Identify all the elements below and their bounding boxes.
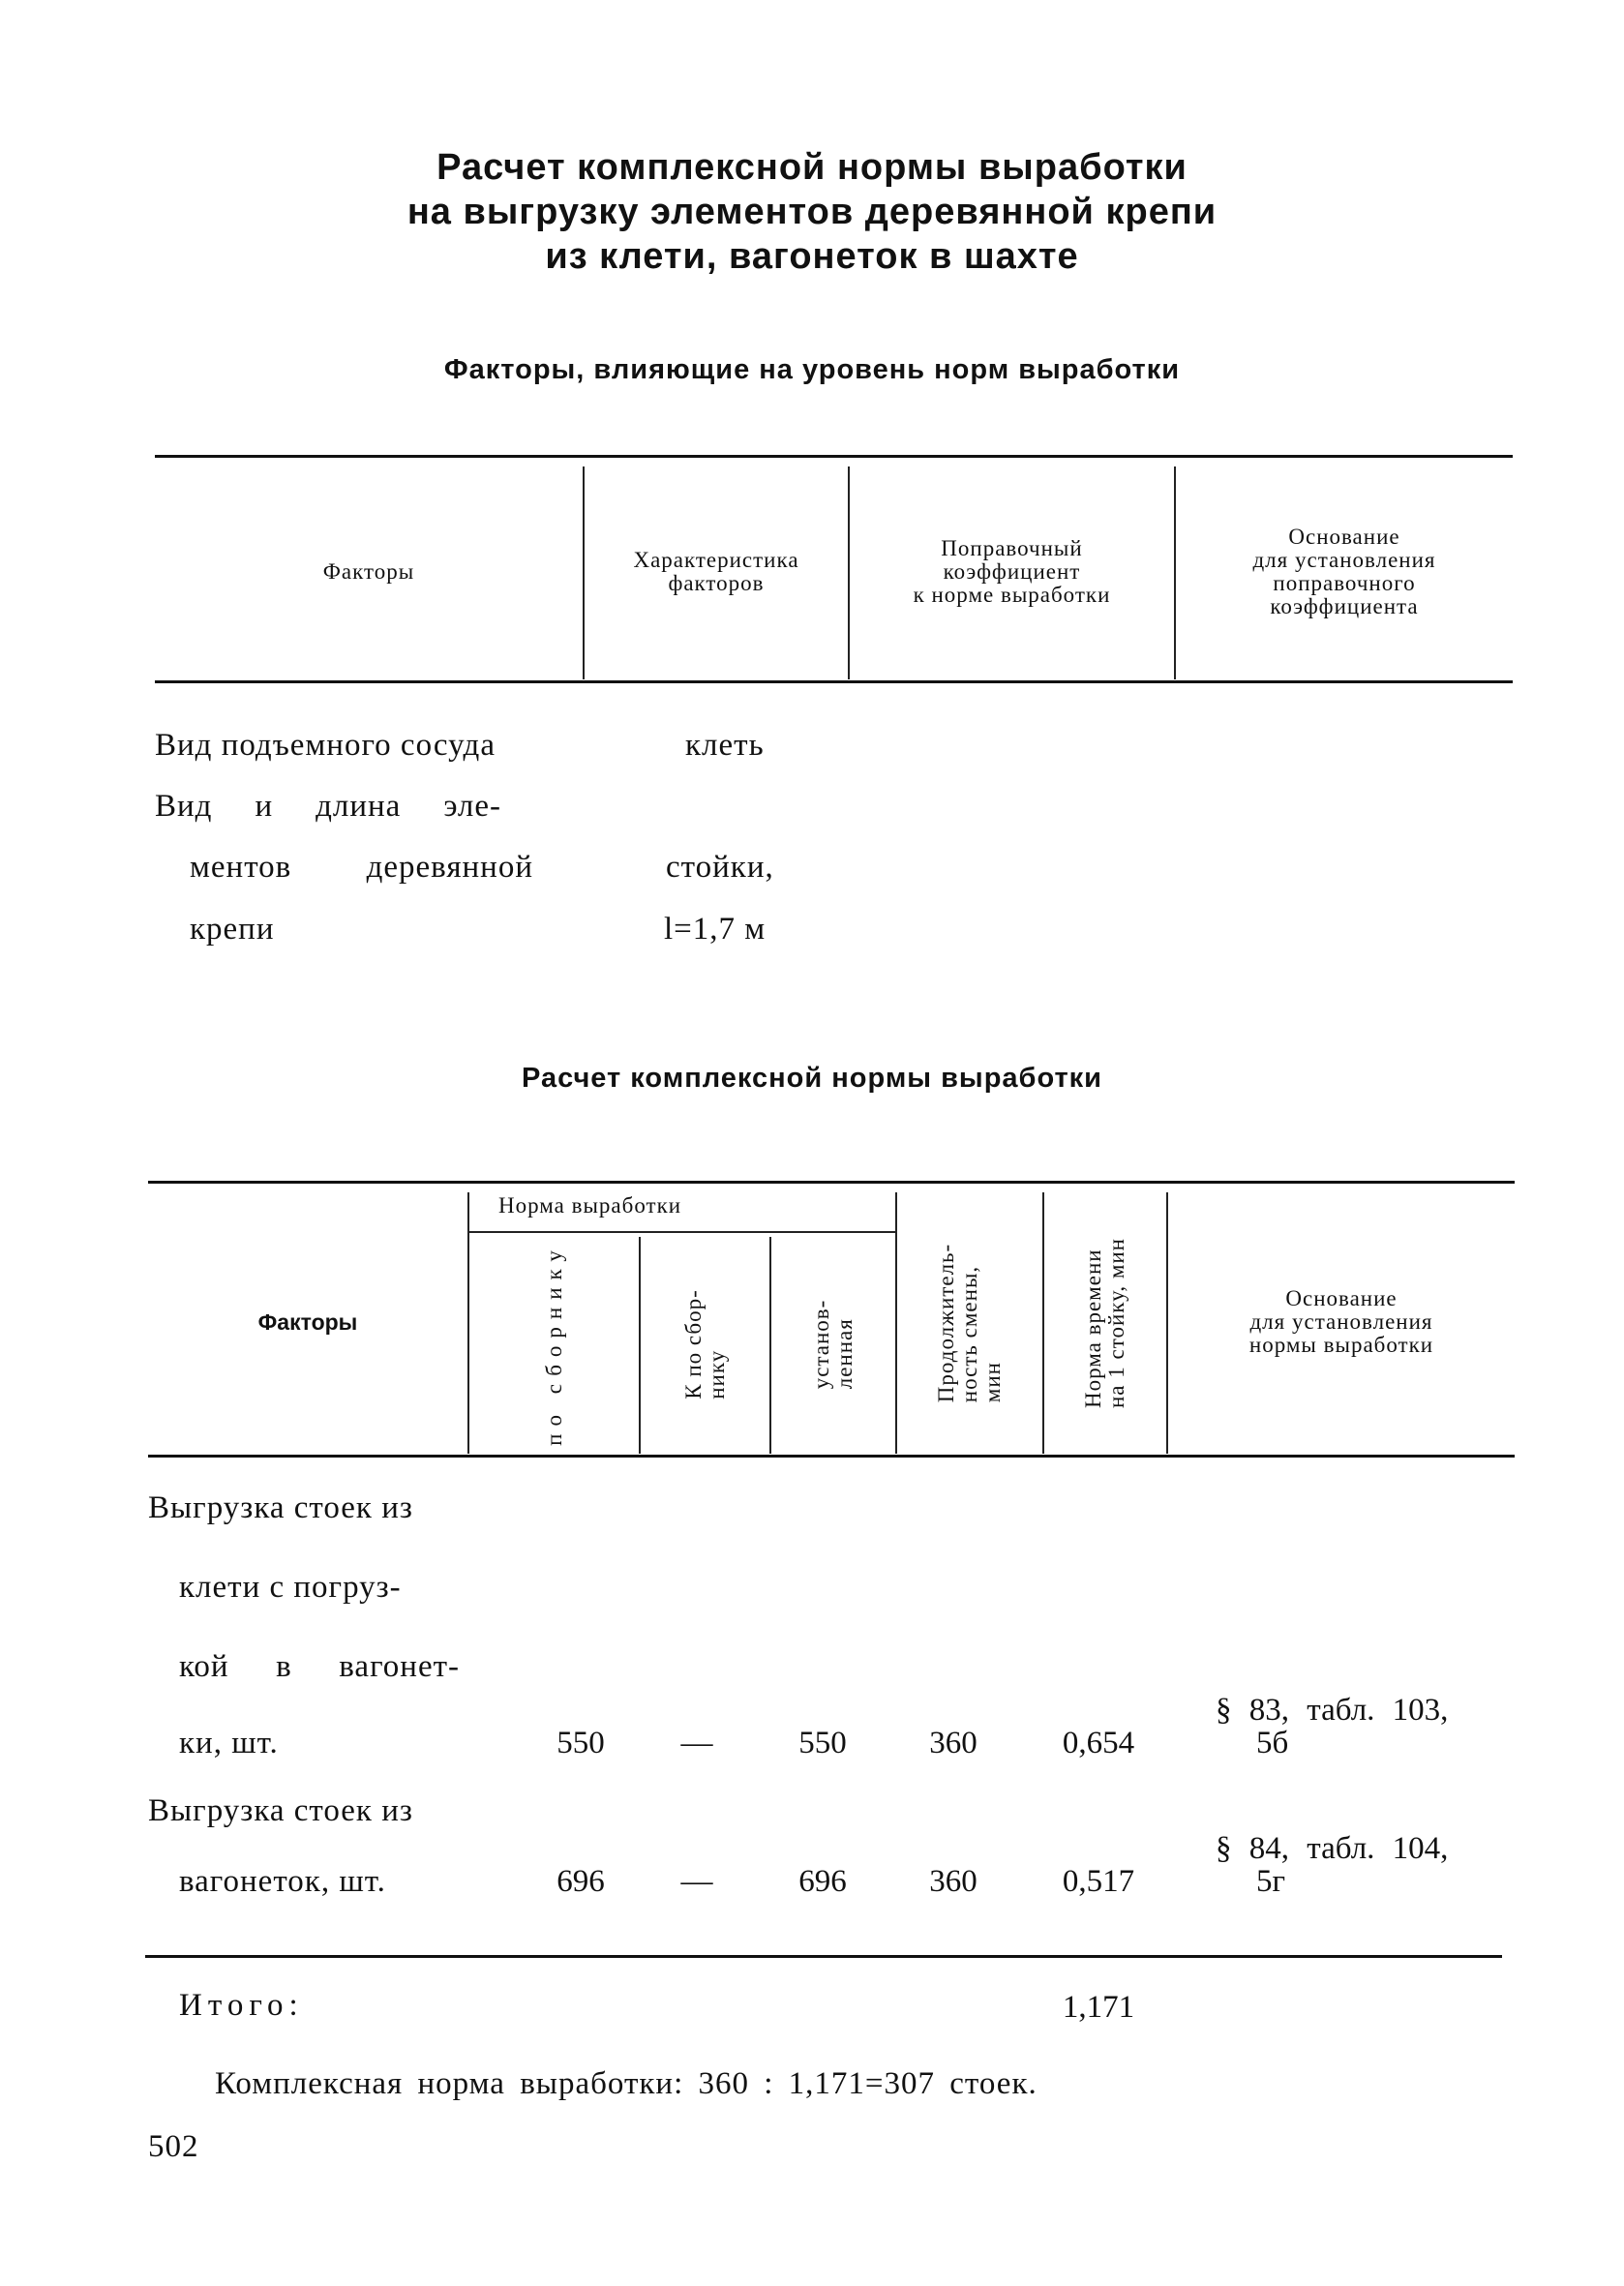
factors-header-factors bbox=[155, 463, 583, 680]
calc-row-2-by-collection: 696 bbox=[556, 1864, 605, 1899]
coefficient-line-1: Поправочный bbox=[941, 535, 1083, 560]
calc-row-2-factor-line-1: Выгрузка стоек из bbox=[148, 1793, 413, 1828]
factors-row-2-factor-line-2: ментов деревянной bbox=[190, 850, 533, 885]
calc-header-factors-text: Факторы bbox=[257, 1308, 358, 1335]
calc-row-1-established: 550 bbox=[798, 1726, 847, 1760]
shift-line-3: мин bbox=[980, 1362, 1005, 1403]
k-line-2: нику bbox=[704, 1349, 729, 1399]
factors-top-rule bbox=[155, 455, 1513, 458]
calc-bottom-rule bbox=[145, 1955, 1502, 1958]
by-collection-line-1: по сборнику bbox=[541, 1243, 566, 1446]
characteristic-line-2: факторов bbox=[668, 570, 765, 595]
calc-basis-line-3: нормы выработки bbox=[1248, 1333, 1434, 1357]
calc-row-1-by-collection: 550 bbox=[556, 1726, 605, 1760]
established-line-1: установ- bbox=[809, 1299, 833, 1390]
calc-row-1-factor-line-4: ки, шт. bbox=[179, 1726, 279, 1760]
basis-line-2: для установления bbox=[1252, 547, 1436, 572]
coefficient-line-3: к норме выработки bbox=[913, 582, 1111, 607]
factors-row-2-value-line-1: стойки, bbox=[666, 850, 774, 885]
shift-line-1: Продолжитель- bbox=[934, 1243, 958, 1403]
factors-header-basis bbox=[1176, 463, 1513, 680]
factors-row-1-factor: Вид подъемного сосуда bbox=[155, 728, 496, 763]
calc-row-2-k: — bbox=[680, 1864, 713, 1899]
k-line-1: К по сбор- bbox=[680, 1289, 706, 1399]
page-number: 502 bbox=[148, 2129, 199, 2164]
calc-row-2-established: 696 bbox=[798, 1864, 847, 1899]
shift-line-2: ность смены, bbox=[957, 1265, 981, 1403]
calc-row-2-basis-line-1: § 84, табл. 104, bbox=[1216, 1831, 1449, 1866]
factors-row-2-value-line-2: l=1,7 м bbox=[664, 912, 767, 947]
calc-heading: Расчет комплексной нормы выработки bbox=[521, 1063, 1102, 1094]
calc-row-1-basis-line-1: § 83, табл. 103, bbox=[1216, 1693, 1449, 1728]
calc-row-2-basis bbox=[1216, 1832, 1448, 1898]
title-line-3: из клети, вагонеток в шахте bbox=[545, 236, 1079, 277]
calc-basis-line-1: Основание bbox=[1285, 1286, 1398, 1310]
calc-row-1-factor-line-1: Выгрузка стоек из bbox=[148, 1490, 413, 1525]
calc-row-1-basis bbox=[1216, 1694, 1448, 1760]
coefficient-line-2: коэффициент bbox=[943, 558, 1081, 584]
calc-row-2-factor-line-2: вагонеток, шт. bbox=[179, 1864, 386, 1899]
calc-header-rule bbox=[148, 1455, 1515, 1458]
basis-line-1: Основание bbox=[1288, 524, 1400, 549]
calc-row-1-factor-line-3: кой в вагонет- bbox=[179, 1649, 460, 1684]
calc-header-norm-group: Норма выработки bbox=[498, 1193, 682, 1218]
factors-header-coefficient bbox=[850, 463, 1174, 680]
calc-header-time-norm bbox=[1044, 1192, 1166, 1454]
calc-row-1-k: — bbox=[680, 1726, 713, 1760]
basis-line-4: коэффициента bbox=[1270, 593, 1419, 618]
calc-header-factors bbox=[148, 1190, 467, 1454]
factors-heading: Факторы, влияющие на уровень норм выработки bbox=[443, 354, 1181, 385]
calc-top-rule bbox=[148, 1181, 1515, 1184]
calc-row-1-basis-line-2: 5б bbox=[1256, 1726, 1289, 1760]
page-title bbox=[0, 145, 1624, 279]
calc-header-k-by-collection bbox=[641, 1235, 769, 1454]
factors-header-characteristic bbox=[585, 463, 848, 680]
calc-row-2-time-norm: 0,517 bbox=[1062, 1864, 1135, 1899]
summary-text: Комплексная норма выработки: 360 : 1,171=307 стоек. bbox=[215, 2066, 1038, 2101]
factors-header-factors-text: Факторы bbox=[322, 558, 415, 584]
factors-row-2-factor-line-3: крепи bbox=[190, 912, 275, 947]
calc-header-established bbox=[771, 1235, 895, 1454]
norm-group-rule bbox=[467, 1231, 895, 1233]
time-norm-line-1: Норма времени bbox=[1081, 1248, 1105, 1409]
title-line-1: Расчет комплексной нормы выработки bbox=[436, 147, 1188, 188]
calc-row-1-factor-line-2: клети с погруз- bbox=[179, 1570, 402, 1605]
calc-header-basis bbox=[1168, 1190, 1515, 1454]
total-value: 1,171 bbox=[1062, 1990, 1135, 2025]
factors-row-2-factor-line-1: Вид и длина эле- bbox=[155, 789, 501, 824]
total-label: Итого: bbox=[179, 1988, 304, 2023]
calc-header-shift-duration bbox=[897, 1192, 1042, 1454]
characteristic-line-1: Характеристика bbox=[633, 547, 799, 572]
basis-line-3: поправочного bbox=[1273, 570, 1416, 595]
calc-row-1-time-norm: 0,654 bbox=[1062, 1726, 1135, 1760]
factors-header-rule bbox=[155, 680, 1513, 683]
calc-row-2-basis-line-2: 5г bbox=[1256, 1864, 1286, 1899]
established-line-2: ленная bbox=[832, 1318, 857, 1390]
calc-header-by-collection bbox=[469, 1235, 639, 1454]
calc-row-1-shift: 360 bbox=[929, 1726, 977, 1760]
title-line-2: на выгрузку элементов деревянной крепи bbox=[406, 192, 1218, 232]
time-norm-line-2: на 1 стойку, мин bbox=[1104, 1237, 1128, 1409]
calc-row-2-shift: 360 bbox=[929, 1864, 977, 1899]
factors-row-1-value: клеть bbox=[685, 728, 765, 763]
calc-basis-line-2: для установления bbox=[1249, 1309, 1433, 1334]
